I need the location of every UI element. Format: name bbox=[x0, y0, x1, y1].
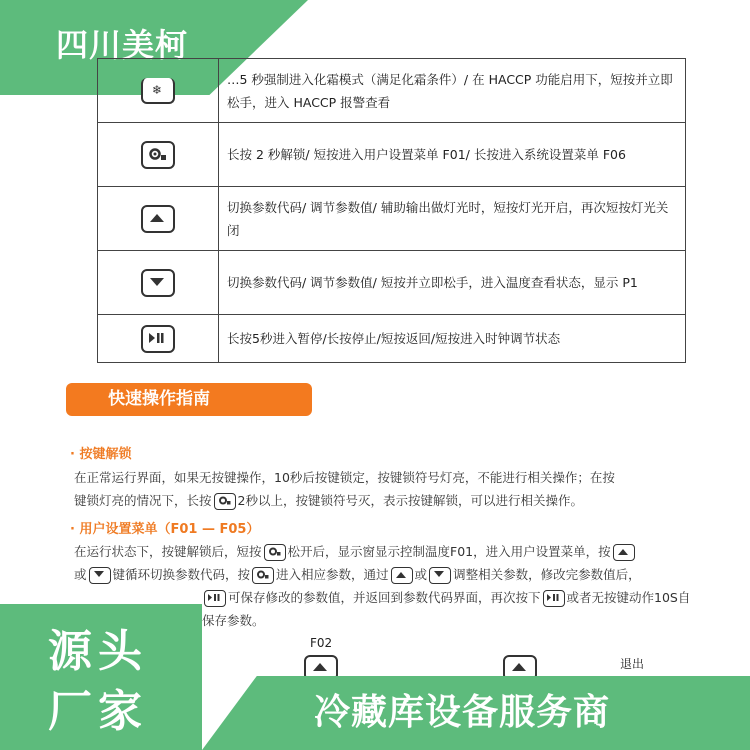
text-span: 或 bbox=[414, 567, 428, 582]
settings-lock-key-icon bbox=[252, 567, 274, 584]
settings-lock-key-icon bbox=[264, 544, 286, 561]
key-function-table bbox=[97, 58, 686, 363]
paragraph-line bbox=[74, 540, 714, 563]
paragraph-line bbox=[74, 489, 714, 512]
table-cell-icon bbox=[98, 315, 219, 363]
table-row bbox=[98, 315, 686, 363]
text-span: 保存参数。 bbox=[202, 613, 265, 628]
corner-text-line2: 厂家 bbox=[48, 686, 148, 737]
table-row bbox=[98, 251, 686, 315]
play-pause-key-icon bbox=[204, 590, 226, 607]
section-title-user-menu: · 用户设置菜单（F01 — F05） bbox=[70, 522, 260, 537]
down-key-icon bbox=[89, 567, 111, 584]
svg-text:❄: ❄ bbox=[151, 82, 163, 97]
paragraph-line bbox=[74, 563, 714, 586]
up-key-icon bbox=[391, 567, 413, 584]
flow-label-exit: 退出 bbox=[620, 657, 645, 671]
table-row bbox=[98, 187, 686, 251]
flow-label-f02: F02 bbox=[310, 636, 333, 650]
paragraph-key-unlock bbox=[74, 466, 714, 512]
text-span: 调整相关参数，修改完参数值后， bbox=[453, 567, 641, 582]
text-span: 可保存修改的参数值，并返回到参数代码界面，再次按下 bbox=[228, 590, 541, 605]
table-cell-desc: 长按 2 秒解锁/ 短按进入用户设置菜单 F01/ 长按进入系统设置菜单 F06 bbox=[219, 123, 686, 187]
text-span: 松开后，显示窗显示控制温度F01，进入用户设置菜单，按 bbox=[287, 544, 611, 559]
table-cell-desc: …5 秒强制进入化霜模式（满足化霜条件）/ 在 HACCP 功能启用下，短按并立即松手，进入 HACCP 报警查看 bbox=[219, 59, 686, 123]
table-cell-desc: 切换参数代码/ 调节参数值/ 短按并立即松手，进入温度查看状态，显示 P1 bbox=[219, 251, 686, 315]
settings-lock-key-icon bbox=[141, 141, 175, 169]
paragraph-line: 在正常运行界面，如果无按键操作，10秒后按键锁定，按键锁符号灯亮，不能进行相关操作；在按 bbox=[74, 470, 615, 485]
text-span: 或者无按键动作10S自 bbox=[566, 590, 691, 605]
brand-name: 四川美柯 bbox=[56, 26, 189, 64]
text-span: 键循环切换参数代码，按 bbox=[112, 567, 251, 582]
table-row bbox=[98, 59, 686, 123]
play-pause-key-icon bbox=[543, 590, 565, 607]
table-cell-desc: 切换参数代码/ 调节参数值/ 辅助输出做灯光时，短按灯光开启，再次短按灯光关闭 bbox=[219, 187, 686, 251]
down-key-icon bbox=[141, 269, 175, 297]
table-cell-icon bbox=[98, 251, 219, 315]
table-cell-icon bbox=[98, 187, 219, 251]
table-cell-icon bbox=[98, 59, 219, 123]
text-span: 进入相应参数，通过 bbox=[276, 567, 389, 582]
text-span: 键锁灯亮的情况下，长按 bbox=[74, 493, 212, 508]
table-cell-desc: 长按5秒进入暂停/长按停止/短按返回/短按进入时钟调节状态 bbox=[219, 315, 686, 363]
section-title-key-unlock: · 按键解锁 bbox=[70, 447, 132, 462]
table-row bbox=[98, 123, 686, 187]
text-span: 2秒以上，按键锁符号灭，表示按键解锁，可以进行相关操作。 bbox=[237, 493, 583, 508]
settings-lock-key-icon bbox=[214, 493, 236, 510]
text-span: 在运行状态下，按键解锁后，短按 bbox=[74, 544, 262, 559]
text-span: 或 bbox=[74, 567, 87, 582]
slogan-text: 冷藏库设备服务商 bbox=[314, 692, 611, 733]
up-key-icon bbox=[613, 544, 635, 561]
defrost-key-icon bbox=[141, 78, 175, 104]
down-key-icon bbox=[429, 567, 451, 584]
guide-title: 快速操作指南 bbox=[66, 383, 312, 416]
play-pause-key-icon bbox=[141, 325, 175, 353]
up-key-icon bbox=[141, 205, 175, 233]
corner-text-line1: 源头 bbox=[48, 626, 148, 677]
table-cell-icon bbox=[98, 123, 219, 187]
